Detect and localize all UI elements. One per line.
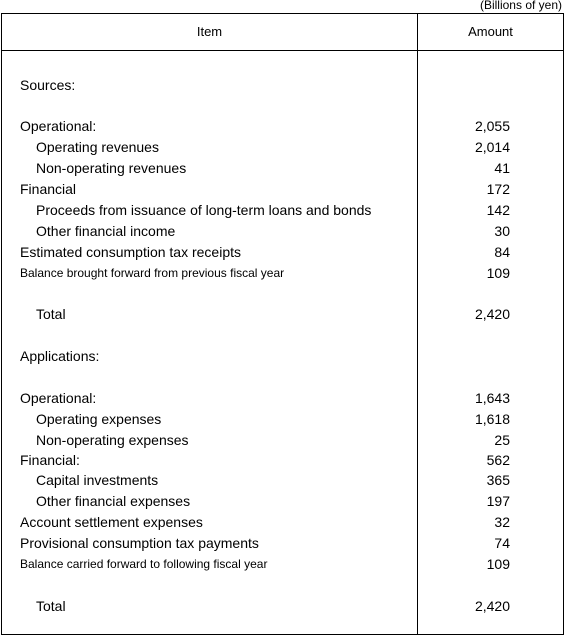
row-label: Total bbox=[36, 598, 66, 614]
row-label: Operating revenues bbox=[36, 139, 159, 155]
row-label: Financial bbox=[20, 181, 77, 197]
table-row bbox=[2, 450, 563, 471]
sources-applications-table bbox=[1, 13, 564, 635]
row-label: Other financial income bbox=[36, 223, 176, 239]
row-label: Proceeds from issuance of long-term loans and bonds bbox=[36, 202, 372, 218]
row-label: Total bbox=[36, 306, 66, 322]
row-label: Other financial expenses bbox=[36, 493, 191, 509]
table-row bbox=[2, 242, 563, 263]
row-amount: 197 bbox=[486, 493, 510, 509]
amount-column-header: Amount bbox=[468, 24, 513, 39]
row-amount: 32 bbox=[494, 514, 510, 530]
row-amount: 2,420 bbox=[474, 598, 510, 614]
row-amount: 109 bbox=[486, 265, 510, 281]
row-label: Operational: bbox=[20, 390, 97, 406]
table-row-total bbox=[2, 596, 563, 617]
row-amount: 1,643 bbox=[474, 390, 510, 406]
table-row bbox=[2, 116, 563, 137]
table-row bbox=[2, 137, 563, 158]
table-row bbox=[2, 158, 563, 179]
row-label: Provisional consumption tax payments bbox=[20, 535, 259, 551]
row-label: Account settlement expenses bbox=[20, 514, 203, 530]
row-amount: 41 bbox=[494, 160, 510, 176]
table-row bbox=[2, 179, 563, 200]
row-label: Financial: bbox=[20, 452, 80, 468]
table-row bbox=[2, 409, 563, 430]
row-amount: 2,014 bbox=[474, 139, 510, 155]
row-label: Balance brought forward from previous fiscal year bbox=[20, 266, 285, 280]
row-label: Applications: bbox=[20, 348, 100, 364]
row-label: Balance carried forward to following fiscal year bbox=[20, 557, 268, 571]
item-column-header: Item bbox=[196, 24, 223, 39]
table-row bbox=[2, 430, 563, 451]
row-amount: 142 bbox=[486, 202, 510, 218]
row-amount: 109 bbox=[486, 556, 510, 572]
table-row-sources-heading bbox=[2, 75, 563, 96]
row-label: Operating expenses bbox=[36, 411, 162, 427]
table-row bbox=[2, 200, 563, 221]
table-row-applications-heading bbox=[2, 346, 563, 367]
row-amount: 25 bbox=[494, 432, 510, 448]
row-amount: 30 bbox=[494, 223, 510, 239]
row-label: Estimated consumption tax receipts bbox=[20, 244, 241, 260]
table-row bbox=[2, 263, 563, 284]
table-row bbox=[2, 491, 563, 512]
row-label: Non-operating revenues bbox=[36, 160, 187, 176]
row-amount: 562 bbox=[486, 452, 510, 468]
row-label: Operational: bbox=[20, 118, 97, 134]
row-amount: 2,055 bbox=[474, 118, 510, 134]
row-amount: 2,420 bbox=[474, 306, 510, 322]
row-amount: 172 bbox=[486, 181, 510, 197]
row-amount: 1,618 bbox=[474, 411, 510, 427]
table-row bbox=[2, 533, 563, 554]
table-row bbox=[2, 512, 563, 533]
table-row bbox=[2, 388, 563, 409]
row-amount: 365 bbox=[486, 472, 510, 488]
table-header bbox=[2, 14, 563, 51]
table-row-total bbox=[2, 304, 563, 325]
row-label: Sources: bbox=[20, 77, 76, 93]
row-amount: 84 bbox=[494, 244, 510, 260]
table-row bbox=[2, 554, 563, 575]
unit-label: (Billions of yen) bbox=[479, 0, 562, 12]
row-label: Non-operating expenses bbox=[36, 432, 189, 448]
row-amount: 74 bbox=[494, 535, 510, 551]
row-label: Capital investments bbox=[36, 472, 159, 488]
table-row bbox=[2, 221, 563, 242]
table-row bbox=[2, 470, 563, 491]
